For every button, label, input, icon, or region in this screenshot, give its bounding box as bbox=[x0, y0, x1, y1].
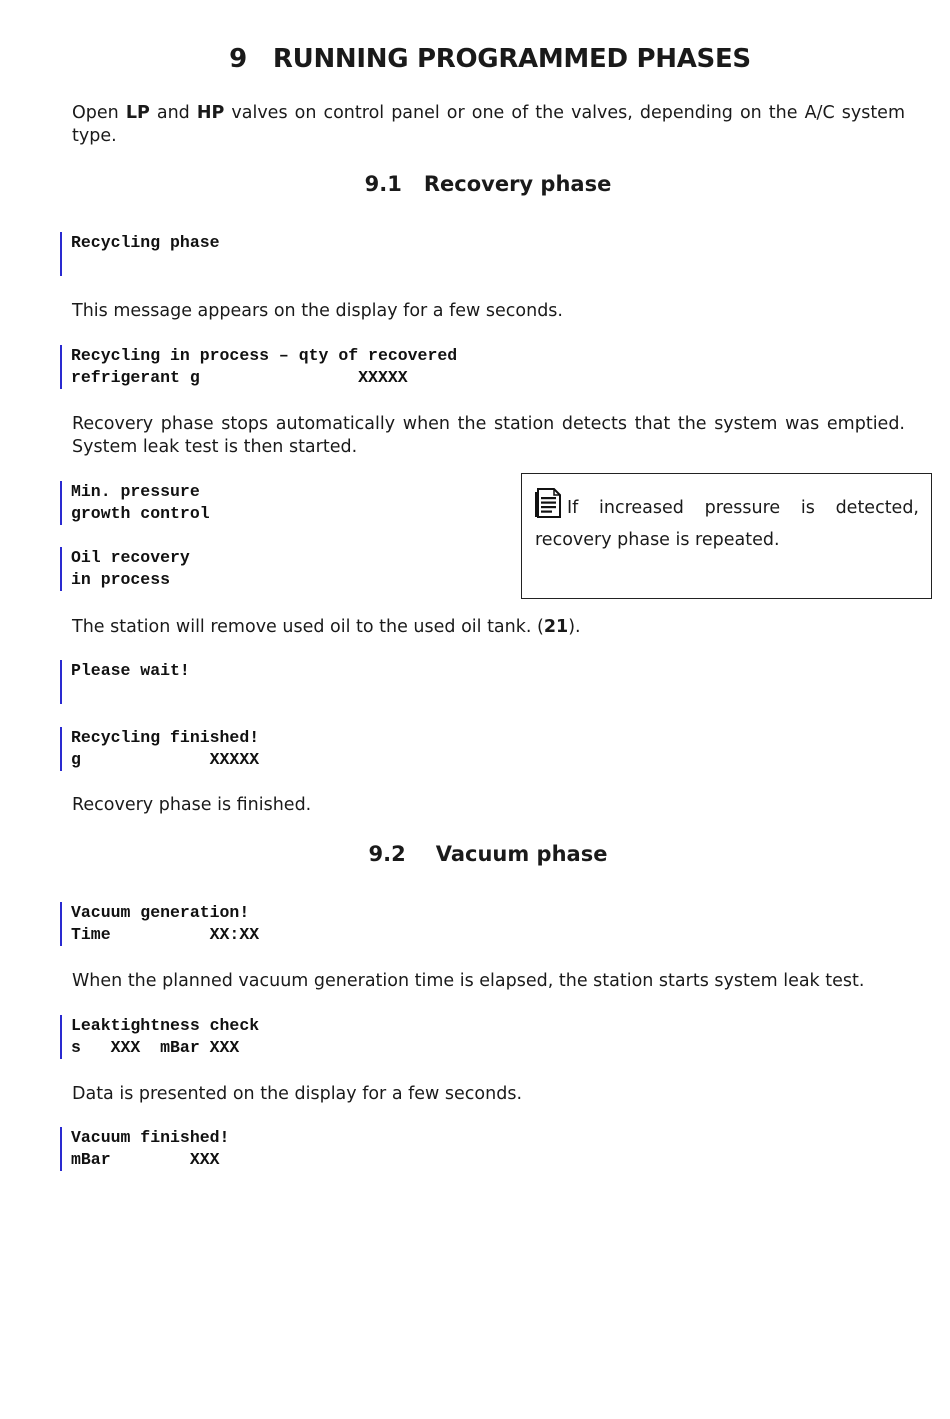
oil-text-2: ). bbox=[568, 617, 581, 637]
text-recovery-stops: Recovery phase stops automatically when the station detects that the system was emptied. System leak test is then started. bbox=[72, 414, 905, 457]
lcd-leaktightness-check: Leaktightness check s XXX mBar XXX bbox=[60, 1015, 259, 1059]
lcd-vacuum-generation: Vacuum generation! Time XX:XX bbox=[60, 902, 259, 946]
document-note-icon bbox=[535, 488, 561, 527]
note-box bbox=[521, 473, 932, 599]
text-message-appears: This message appears on the display for a few seconds. bbox=[72, 301, 563, 321]
section-heading-recovery bbox=[0, 172, 950, 196]
section-heading-vacuum bbox=[0, 842, 950, 866]
lcd-please-wait: Please wait! bbox=[60, 660, 190, 704]
section-number: 9.1 bbox=[364, 172, 402, 196]
oil-tank-ref: 21 bbox=[543, 617, 569, 637]
note-content bbox=[535, 488, 919, 554]
note-text: If increased pressure is detected, recovery phase is repeated. bbox=[535, 498, 919, 550]
section-number: 9.2 bbox=[368, 842, 406, 866]
text-data-presented: Data is presented on the display for a few seconds. bbox=[72, 1084, 523, 1104]
hp-label: HP bbox=[196, 103, 225, 123]
section-title: Vacuum phase bbox=[435, 842, 608, 866]
section-title: Recovery phase bbox=[423, 172, 612, 196]
oil-text-1: The station will remove used oil to the used oil tank. ( bbox=[72, 617, 544, 637]
chapter-title: RUNNING PROGRAMMED PHASES bbox=[272, 44, 751, 74]
lcd-recycling-phase: Recycling phase bbox=[60, 232, 220, 276]
intro-text-3: valves on control panel or one of the valves, depending on the A/C system type. bbox=[72, 103, 905, 146]
text-vacuum-elapsed: When the planned vacuum generation time is elapsed, the station starts system leak test. bbox=[72, 971, 865, 991]
text-recovery-finished: Recovery phase is finished. bbox=[72, 795, 312, 815]
chapter-number: 9 bbox=[229, 44, 247, 74]
lcd-oil-recovery: Oil recovery in process bbox=[60, 547, 190, 591]
lcd-min-pressure: Min. pressure growth control bbox=[60, 481, 210, 525]
lp-label: LP bbox=[125, 103, 150, 123]
intro-text-2: and bbox=[149, 103, 197, 123]
lcd-recycling-finished: Recycling finished! g XXXXX bbox=[60, 727, 259, 771]
chapter-heading bbox=[0, 44, 950, 74]
text-oil-removal bbox=[72, 616, 905, 639]
lcd-vacuum-finished: Vacuum finished! mBar XXX bbox=[60, 1127, 229, 1171]
intro-paragraph bbox=[72, 102, 905, 148]
lcd-recycling-in-process: Recycling in process – qty of recovered refrigerant g XXXXX bbox=[60, 345, 457, 389]
intro-text-1: Open bbox=[72, 103, 126, 123]
